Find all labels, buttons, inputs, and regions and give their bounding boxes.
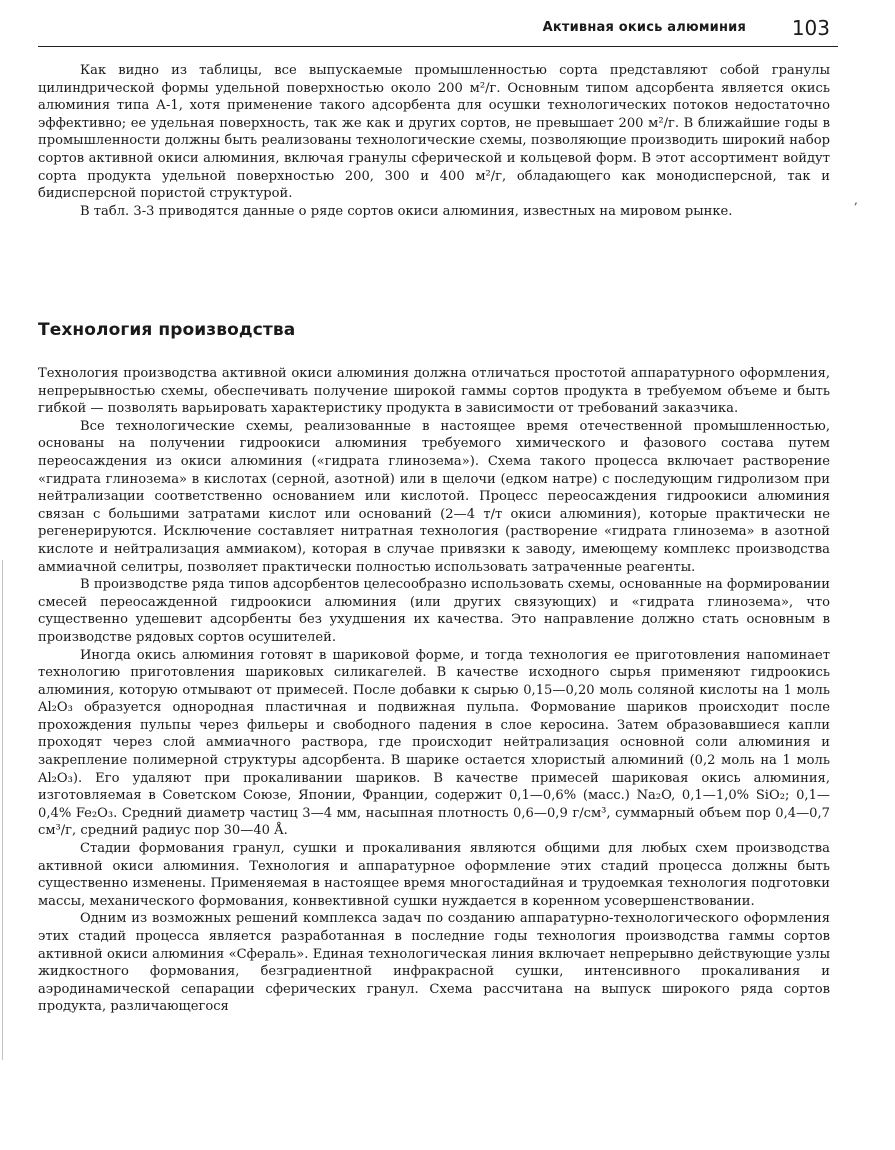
header-rule bbox=[38, 46, 838, 47]
scan-edge-line bbox=[2, 560, 3, 1060]
running-title: Активная окись алюминия bbox=[542, 20, 746, 35]
paragraph: Технология производства активной окиси алюминия должна отличаться простотой аппаратурного оформления, непрерывностью схемы, обеспечивать получение широкой гаммы сортов продукта в требуемом объеме и быть гибкой — позволять варьировать характеристику продукта в зависимости от требований заказчика. bbox=[38, 366, 830, 417]
paragraph: Одним из возможных решений комплекса задач по созданию аппаратурно-технологического оформления этих стадий процесса является разработанная в последние годы технология производства гаммы сортов активной окиси алюминия «Сфераль». Единая технологическая линия включает непрерывно действующие узлы жидкостного формования, безградиентной инфракрасной сушки, интенсивного прокаливания и аэродинамической сепарации сферических гранул. Схема рассчитана на выпуск широкого ряда сортов продукта, различающегося bbox=[38, 911, 830, 1015]
paragraph: Иногда окись алюминия готовят в шариковой форме, и тогда технология ее приготовления напоминает технологию приготовления шариковых силикагелей. В качестве исходного сырья применяют гидроокись алюминия, которую отмывают от примесей. После добавки к сырью 0,15—0,20 моль соляной кислоты на 1 моль Al₂O₃ образуется однородная пластичная и подвижная пульпа. Формование шариков происходит после прохождения пульпы через фильеры и свободного падения в слое керосина. Затем образовавшиеся капли проходят через слой аммиачного раствора, где происходит нейтрализация основной соли алюминия и закрепление полимерной структуры адсорбента. В шарике остается хлористый алюминий (0,2 моль на 1 моль Al₂O₃). Его удаляют при прокаливании шариков. В качестве примесей шариковая окись алюминия, изготовляемая в Советском Союзе, Японии, Франции, содержит 0,1—0,6% (масс.) Na₂O, 0,1—1,0% SiO₂; 0,1—0,4% Fe₂O₃. Средний диаметр частиц 3—4 мм, насыпная плотность 0,6—0,9 г/см³, суммарный объем пор 0,4—0,7 см³/г, средний радиус пор 30—40 Å. bbox=[38, 647, 830, 839]
running-header bbox=[38, 12, 838, 46]
paragraph: В производстве ряда типов адсорбентов целесообразно использовать схемы, основанные на формировании смесей переосажденной гидроокиси алюминия (или других связующих) и «гидрата глинозема», что существенно удешевит адсорбенты без ухудшения их качества. Это направление должно стать основным в производстве рядовых сортов осушителей. bbox=[38, 577, 830, 645]
section-text-block bbox=[38, 365, 830, 1016]
paragraph: Все технологические схемы, реализованные в настоящее время отечественной промышленностью, основаны на получении гидроокиси алюминия требуемого химического и фазового состава путем переосаждения из окиси алюминия («гидрата глинозема»). Схема такого процесса включает растворение «гидрата глинозема» в кислотах (серной, азотной) или в щелочи (едком натре) с последующим гидролизом при нейтрализации соответственно основанием или кислотой. Процесс переосаждения гидроокиси алюминия связан с большими затратами кислот или оснований (2—4 т/т окиси алюминия), которые практически не регенерируются. Исключение составляет нитратная технология (растворение «гидрата глинозема» в азотной кислоте и нейтрализация аммиаком), которая в случае привязки к заводу, имеющему комплекс производства аммиачной селитры, позволяет практически полностью использовать затраченные реагенты. bbox=[38, 418, 830, 575]
intro-text-block bbox=[38, 62, 830, 220]
section-heading: Технология производства bbox=[38, 320, 296, 340]
paragraph: Как видно из таблицы, все выпускаемые промышленностью сорта представляют собой гранулы цилиндрической формы удельной поверхностью около 200 м²/г. Основным типом адсорбента является окись алюминия типа А-1, хотя применение такого адсорбента для осушки технологических потоков недостаточно эффективно; ее удельная поверхность, так же как и других сортов, не превышает 200 м²/г. В ближайшие годы в промышленности должны быть реализованы технологические схемы, позволяющие производить широкий набор сортов активной окиси алюминия, включая гранулы сферической и кольцевой форм. В этот ассортимент войдут сорта продукта удельной поверхностью 200, 300 и 400 м²/г, обладающего как монодисперсной, так и бидисперсной пористой структурой. bbox=[38, 63, 830, 202]
margin-mark: , bbox=[854, 193, 858, 207]
page-number: 103 bbox=[791, 16, 830, 40]
paragraph: В табл. 3-3 приводятся данные о ряде сортов окиси алюминия, известных на мировом рынке. bbox=[80, 203, 733, 219]
paragraph: Стадии формования гранул, сушки и прокаливания являются общими для любых схем производства активной окиси алюминия. Технология и аппаратурное оформление этих стадий процесса должны быть существенно изменены. Применяемая в настоящее время многостадийная и трудоемкая технология подготовки массы, механического формования, конвективной сушки нуждается в коренном усовершенствовании. bbox=[38, 841, 830, 909]
